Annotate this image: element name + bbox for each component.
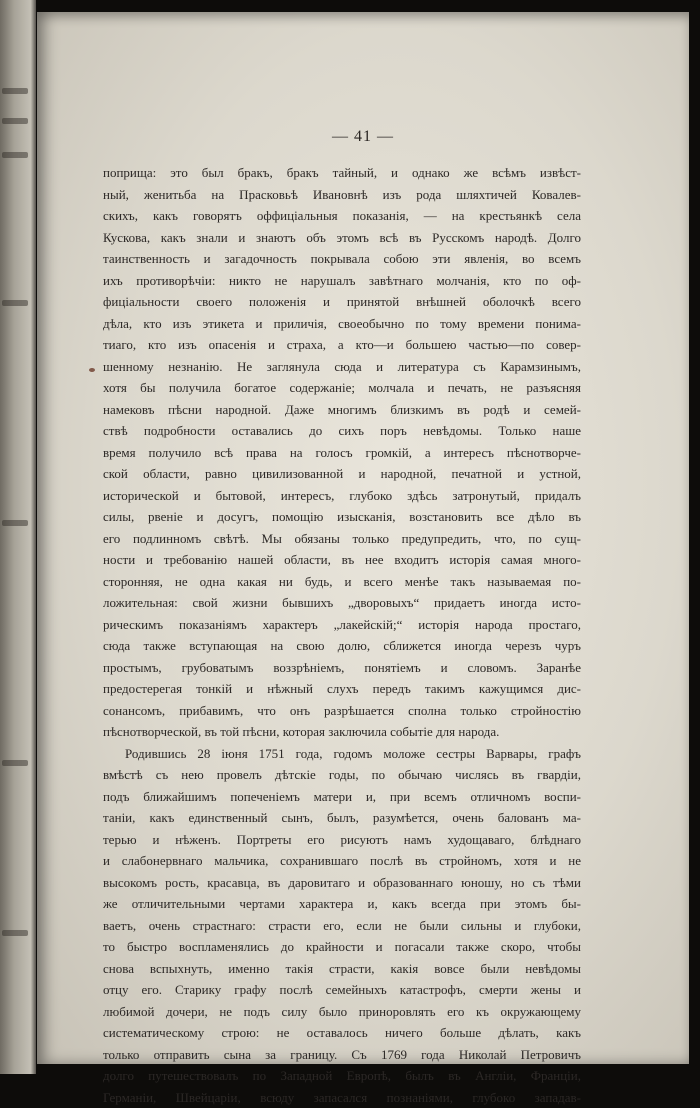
text-line: намековъ пѣсни народной. Даже многимъ близкимъ въ родѣ и семей- <box>103 399 581 421</box>
text-line: пѣснотворческой, въ той пѣсни, которая заключила событіе для народа. <box>103 721 581 743</box>
text-line: любимой дочери, не подъ силу было приноровлять его къ окружающему <box>103 1001 581 1023</box>
text-line: силы, рвеніе и досугъ, помощію изысканія, возстановить все дѣло въ <box>103 506 581 528</box>
text-line: сонансомъ, прибавимъ, что онъ разрѣшается сполна только стройностію <box>103 700 581 722</box>
bleed-through-line <box>2 118 28 124</box>
text-line: систематическому строю: не оставалось ничего больше дѣлать, какъ <box>103 1022 581 1044</box>
text-line: рическимъ показаніямъ характеръ „лакейскій;“ исторія народа простаго, <box>103 614 581 636</box>
bleed-through-line <box>2 760 28 766</box>
text-line: скихъ, какъ говорятъ оффиціальныя показанія, — на крестьянкѣ села <box>103 205 581 227</box>
text-line: отцу его. Старику графу послѣ семейныхъ катастрофъ, смерти жены и <box>103 979 581 1001</box>
text-line: долго путешествовалъ по Западной Европѣ, былъ въ Англіи, Франціи, <box>103 1065 581 1087</box>
book-page <box>37 12 689 1064</box>
text-line: сторонняя, не одна какая ни будь, и всего менѣе такъ называемая по- <box>103 571 581 593</box>
text-line: его подлинномъ свѣтѣ. Мы обязаны только предупредить, что, по сущ- <box>103 528 581 550</box>
text-line: подъ ближайшимъ попеченіемъ матери и, при всемъ отличномъ воспи- <box>103 786 581 808</box>
bleed-through-line <box>2 152 28 158</box>
text-line: ности и требованію нашей области, въ нее входитъ исторія самая много- <box>103 549 581 571</box>
text-line: снова вспыхнуть, именно такія страсти, какія вовсе были невѣдомы <box>103 958 581 980</box>
paragraph-first-line: Родившись 28 іюня 1751 года, годомъ моложе сестры Варвары, графъ <box>103 743 581 765</box>
text-line: поприща: это был бракъ, бракъ тайный, и однако же всѣмъ извѣст- <box>103 162 581 184</box>
ink-spot <box>89 368 95 372</box>
bleed-through-line <box>2 930 28 936</box>
text-line: Кускова, какъ знали и знаютъ объ этомъ всѣ въ Русскомъ народѣ. Долго <box>103 227 581 249</box>
text-line: фиціальности своего положенія и принятой внѣшней оболочкѣ всего <box>103 291 581 313</box>
text-line: ствѣ подробности оставались до сихъ поръ невѣдомы. Только наше <box>103 420 581 442</box>
text-line: хотя бы получила богатое содержаніе; молчала и печать, не разъясняя <box>103 377 581 399</box>
text-line: терью и нѣженъ. Портреты его рисуютъ намъ худощаваго, блѣднаго <box>103 829 581 851</box>
bleed-through-line <box>2 520 28 526</box>
text-line: ложительная: свой жизни бывшихъ „дворовыхъ“ придаетъ иногда истo- <box>103 592 581 614</box>
bleed-through-line <box>2 300 28 306</box>
text-line: высокомъ рость, красавца, въ даровитаго и образованнаго юношу, но съ тѣми <box>103 872 581 894</box>
text-line: сюда также вступающая на свою долю, сближется иногда черезъ чуръ <box>103 635 581 657</box>
previous-page-edge <box>0 0 36 1074</box>
text-line: таніи, какъ единственный сынъ, былъ, разумѣется, очень балованъ ма- <box>103 807 581 829</box>
text-line: ской области, равно цивилизованной и народной, печатной и устной, <box>103 463 581 485</box>
page-number: — 41 — <box>37 128 689 146</box>
text-line: ихъ противорѣчіи: никто не нарушалъ завѣтнаго молчанія, кто по оф- <box>103 270 581 292</box>
text-line: Германіи, Швейцаріи, всюду запасался познаніями, глубоко западав- <box>103 1087 581 1108</box>
text-line: предостерегая тонкій и нѣжный слухъ передъ такимъ кажущимся дис- <box>103 678 581 700</box>
text-line: же отличительными чертами характера и, какъ всегда при этомъ бы- <box>103 893 581 915</box>
text-line: шенному незнанію. Не заглянула сюда и литература съ Карамзинымъ, <box>103 356 581 378</box>
text-line: то быстро воспламенялись до крайности и погасали также скоро, чтобы <box>103 936 581 958</box>
text-line: ваетъ, очень страстнаго: страсти его, если не были сильны и глубоки, <box>103 915 581 937</box>
text-line: простымъ, грубоватымъ воззрѣніемъ, понятіемъ и словомъ. Заранѣе <box>103 657 581 679</box>
bleed-through-line <box>2 88 28 94</box>
text-line: исторической и бытовой, интересъ, глубоко здѣсь затронутый, придалъ <box>103 485 581 507</box>
text-line: тиаго, кто изъ опасенія и страха, а кто—и большею частью—по совер- <box>103 334 581 356</box>
text-line: и слабонервнаго мальчика, сохранившаго послѣ въ стройномъ, хотя и не <box>103 850 581 872</box>
text-line: вмѣстѣ съ нею провелъ дѣтскіе годы, по обычаю числясь въ гвардіи, <box>103 764 581 786</box>
page-body-text <box>103 162 581 1108</box>
text-line: дѣла, кто изъ этикета и приличія, своеобычно по тому времени понима- <box>103 313 581 335</box>
text-line: таинственность и загадочность покрывала собою эти явленія, во всемъ <box>103 248 581 270</box>
text-line: время получило всѣ права на голосъ громкій, а интересъ пѣснотворче- <box>103 442 581 464</box>
text-line: ный, женитьба на Прасковьѣ Ивановнѣ изъ рода шляхтичей Ковалев- <box>103 184 581 206</box>
text-line: только отправить сына за границу. Съ 1769 года Николай Петровичъ <box>103 1044 581 1066</box>
